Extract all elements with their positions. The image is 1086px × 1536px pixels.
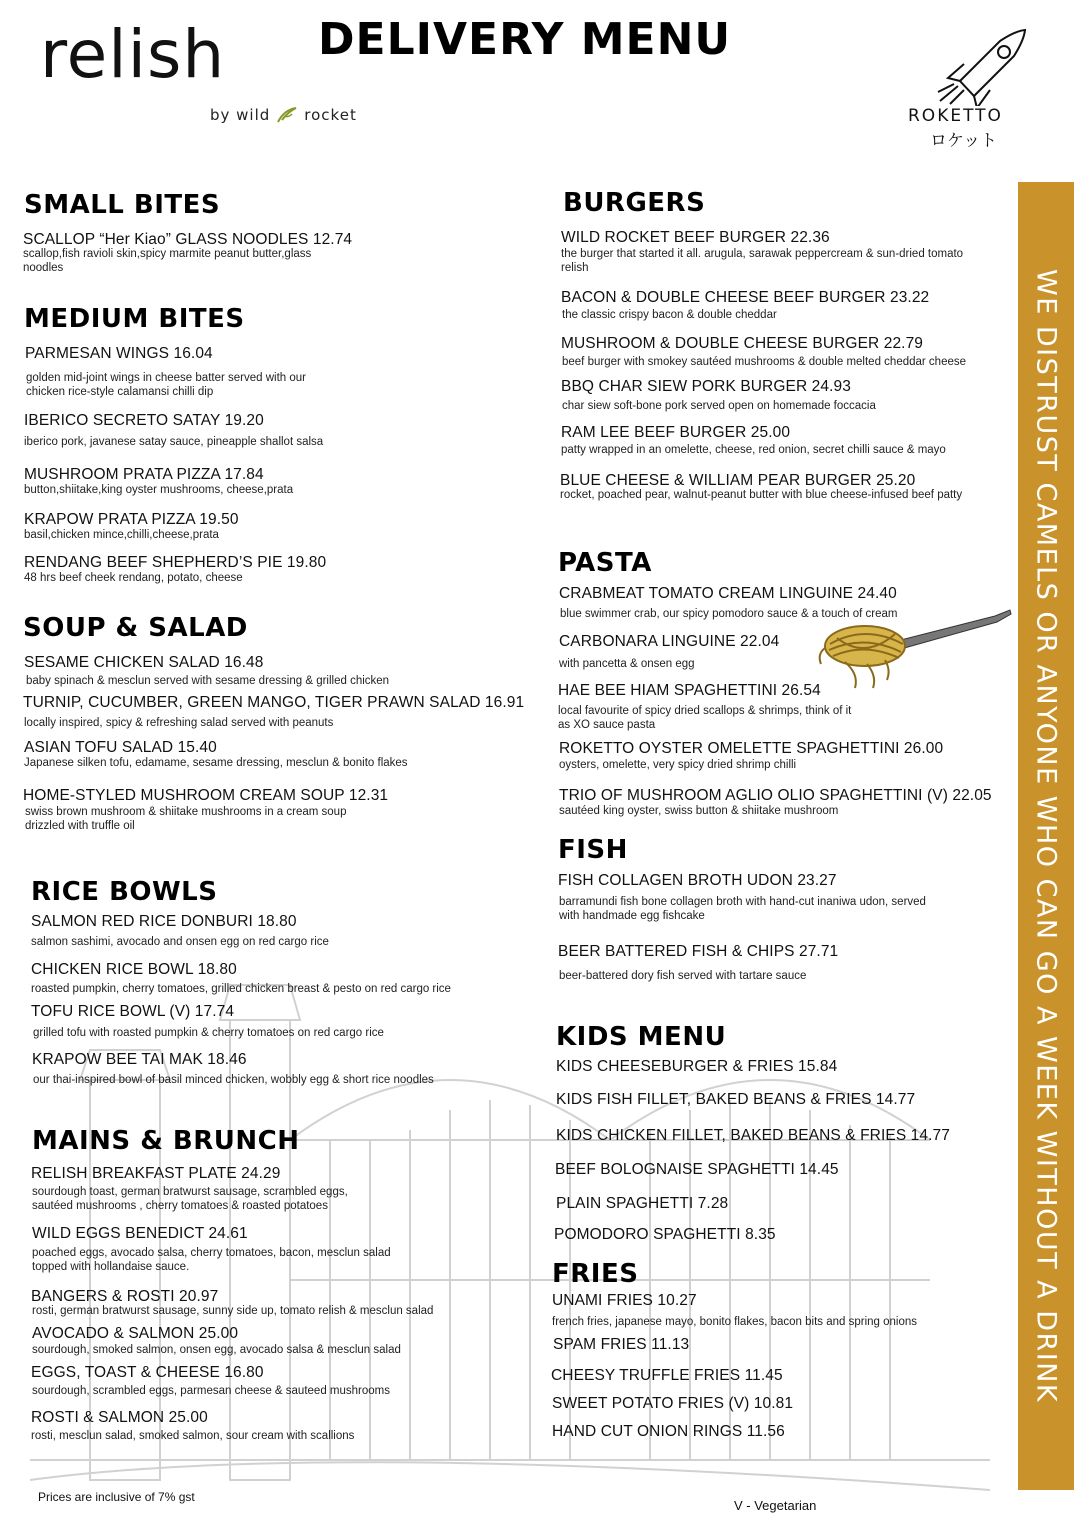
menu-item-name: SESAME CHICKEN SALAD 16.48 (24, 654, 264, 671)
menu-item-name: IBERICO SECRETO SATAY 19.20 (24, 412, 264, 429)
wild-rocket-byline (210, 106, 357, 124)
roketto-name: ROKETTO (908, 106, 1003, 126)
section-title-burgers: BURGERS (563, 188, 706, 218)
menu-item-desc: the classic crispy bacon & double cheddar (562, 309, 777, 321)
menu-item-desc: scallop,fish ravioli skin,spicy marmite peanut butter,glass noodles (23, 248, 312, 274)
menu-item-desc: sourdough, smoked salmon, onsen egg, avocado salsa & mesclun salad (32, 1344, 401, 1356)
menu-item-desc: patty wrapped in an omelette, cheese, red onion, secret chilli sauce & mayo (561, 444, 946, 456)
leaf-icon (276, 106, 298, 124)
section-title-medium-bites: MEDIUM BITES (24, 304, 245, 334)
menu-item-name: TOFU RICE BOWL (V) 17.74 (31, 1003, 235, 1020)
gst-note: Prices are inclusive of 7% gst (38, 1490, 195, 1504)
byline-rocket: rocket (304, 106, 357, 124)
menu-item-name: SALMON RED RICE DONBURI 18.80 (31, 913, 297, 930)
menu-item-name: TRIO OF MUSHROOM AGLIO OLIO SPAGHETTINI (V) 22.05 (559, 787, 992, 804)
menu-item-name: CHEESY TRUFFLE FRIES 11.45 (551, 1367, 783, 1384)
menu-item-name: BACON & DOUBLE CHEESE BEEF BURGER 23.22 (561, 289, 930, 306)
menu-item-desc: 48 hrs beef cheek rendang, potato, cheese (24, 572, 243, 584)
side-banner (1018, 182, 1074, 1490)
menu-item-name: FISH COLLAGEN BROTH UDON 23.27 (558, 872, 837, 889)
menu-item-desc: Japanese silken tofu, edamame, sesame dressing, mesclun & bonito flakes (24, 757, 408, 769)
menu-item-name: RENDANG BEEF SHEPHERD’S PIE 19.80 (24, 554, 327, 571)
rocket-icon (930, 26, 1040, 106)
menu-item-name: BLUE CHEESE & WILLIAM PEAR BURGER 25.20 (560, 472, 916, 489)
menu-item-name: BBQ CHAR SIEW PORK BURGER 24.93 (561, 378, 851, 395)
menu-item-name: MUSHROOM PRATA PIZZA 17.84 (24, 466, 264, 483)
menu-item-name: KIDS CHICKEN FILLET, BAKED BEANS & FRIES 14.77 (556, 1127, 950, 1144)
menu-item-name: HOME-STYLED MUSHROOM CREAM SOUP 12.31 (23, 787, 389, 804)
menu-item-name: CHICKEN RICE BOWL 18.80 (31, 961, 237, 978)
menu-item-desc: char siew soft-bone pork served open on homemade foccacia (562, 400, 876, 412)
menu-item-name: ROSTI & SALMON 25.00 (31, 1409, 208, 1426)
menu-item-desc: button,shiitake,king oyster mushrooms, cheese,prata (24, 484, 294, 496)
menu-item-desc: beef burger with smokey sautéed mushrooms & double melted cheddar cheese (562, 356, 967, 368)
section-title-small-bites: SMALL BITES (24, 190, 221, 220)
menu-item-name: PARMESAN WINGS 16.04 (25, 345, 213, 362)
menu-item-name: KIDS CHEESEBURGER & FRIES 15.84 (556, 1058, 838, 1075)
menu-item-name: BEER BATTERED FISH & CHIPS 27.71 (558, 943, 839, 960)
menu-item-desc: roasted pumpkin, cherry tomatoes, grilled chicken breast & pesto on red cargo rice (31, 983, 451, 995)
menu-item-name: BANGERS & ROSTI 20.97 (31, 1288, 219, 1305)
menu-item-name: SWEET POTATO FRIES (V) 10.81 (552, 1395, 794, 1412)
menu-item-desc: french fries, japanese mayo, bonito flakes, bacon bits and spring onions (552, 1316, 918, 1328)
menu-item-desc: basil,chicken mince,chilli,cheese,prata (24, 529, 219, 541)
menu-item-name: POMODORO SPAGHETTI 8.35 (554, 1226, 776, 1243)
menu-item-desc: the burger that started it all. arugula, sarawak peppercream & sun-dried tomato relish (561, 248, 964, 274)
menu-item-desc: baby spinach & mesclun served with sesame dressing & grilled chicken (26, 675, 390, 687)
side-banner-text: WE DISTRUST CAMELS OR ANYONE WHO CAN GO A WEEK WITHOUT A DRINK (1030, 268, 1062, 1404)
menu-item-desc: sourdough toast, german bratwurst sausage, scrambled eggs, sautéed mushrooms , cherry tomatoes & roasted potatoes (32, 1186, 348, 1212)
menu-item-desc: blue swimmer crab, our spicy pomodoro sauce & a touch of cream (560, 608, 898, 620)
menu-item-desc: sautéed king oyster, swiss button & shiitake mushroom (559, 805, 839, 817)
menu-item-desc: rosti, german bratwurst sausage, sunny side up, tomato relish & mesclun salad (32, 1305, 434, 1317)
menu-item-desc: poached eggs, avocado salsa, cherry tomatoes, bacon, mesclun salad topped with hollandaise sauce. (32, 1247, 391, 1273)
menu-item-desc: our thai-inspired bowl of basil minced chicken, wobbly egg & short rice noodles (33, 1074, 434, 1086)
menu-item-desc: with pancetta & onsen egg (559, 658, 695, 670)
section-title-pasta: PASTA (558, 548, 652, 578)
menu-item-name: CRABMEAT TOMATO CREAM LINGUINE 24.40 (559, 585, 897, 602)
page-title: DELIVERY MENU (318, 14, 732, 65)
menu-item-name: MUSHROOM & DOUBLE CHEESE BURGER 22.79 (561, 335, 924, 352)
menu-item-name: CARBONARA LINGUINE 22.04 (559, 633, 780, 650)
menu-item-desc: oysters, omelette, very spicy dried shrimp chilli (559, 759, 797, 771)
menu-item-desc: local favourite of spicy dried scallops & shrimps, think of it as XO sauce pasta (558, 705, 852, 731)
section-title-rice-bowls: RICE BOWLS (31, 877, 218, 907)
menu-item-desc: grilled tofu with roasted pumpkin & cherry tomatoes on red cargo rice (33, 1027, 384, 1039)
menu-item-name: RELISH BREAKFAST PLATE 24.29 (31, 1165, 281, 1182)
menu-item-desc: swiss brown mushroom & shiitake mushrooms in a cream soup drizzled with truffle oil (25, 806, 347, 832)
roketto-japanese: ロケット (930, 131, 998, 151)
menu-item-name: TURNIP, CUCUMBER, GREEN MANGO, TIGER PRAWN SALAD 16.91 (23, 694, 525, 711)
section-title-mains-brunch: MAINS & BRUNCH (32, 1126, 300, 1156)
menu-item-name: WILD ROCKET BEEF BURGER 22.36 (561, 229, 830, 246)
menu-item-desc: barramundi fish bone collagen broth with hand-cut inaniwa udon, served with handmade egg fishcake (559, 896, 926, 922)
vegetarian-note: V - Vegetarian (734, 1498, 817, 1513)
menu-item-name: ROKETTO OYSTER OMELETTE SPAGHETTINI 26.00 (559, 740, 944, 757)
section-title-fish: FISH (558, 835, 628, 865)
menu-item-desc: rocket, poached pear, walnut-peanut butter with blue cheese-infused beef patty (560, 489, 963, 501)
menu-item-name: KIDS FISH FILLET, BAKED BEANS & FRIES 14.77 (556, 1091, 916, 1108)
menu-item-desc: beer-battered dory fish served with tartare sauce (559, 970, 807, 982)
menu-item-name: SPAM FRIES 11.13 (553, 1336, 690, 1353)
menu-item-name: HAE BEE HIAM SPAGHETTINI 26.54 (558, 682, 821, 699)
menu-item-desc: locally inspired, spicy & refreshing salad served with peanuts (24, 717, 334, 729)
menu-item-desc: sourdough, scrambled eggs, parmesan cheese & sauteed mushrooms (32, 1385, 390, 1397)
menu-item-name: KRAPOW PRATA PIZZA 19.50 (24, 511, 239, 528)
menu-item-desc: iberico pork, javanese satay sauce, pineapple shallot salsa (24, 436, 324, 448)
menu-item-name: BEEF BOLOGNAISE SPAGHETTI 14.45 (555, 1161, 839, 1178)
menu-item-desc: rosti, mesclun salad, smoked salmon, sour cream with scallions (31, 1430, 355, 1442)
menu-item-name: SCALLOP “Her Kiao” GLASS NOODLES 12.74 (23, 231, 353, 248)
relish-logo: relish (40, 16, 226, 93)
byline-by-wild: by wild (210, 106, 271, 124)
section-title-kids-menu: KIDS MENU (556, 1022, 727, 1052)
menu-item-name: RAM LEE BEEF BURGER 25.00 (561, 424, 791, 441)
section-title-soup-salad: SOUP & SALAD (23, 613, 248, 643)
menu-item-name: EGGS, TOAST & CHEESE 16.80 (31, 1364, 264, 1381)
menu-item-name: AVOCADO & SALMON 25.00 (32, 1325, 239, 1342)
menu-item-desc: salmon sashimi, avocado and onsen egg on red cargo rice (31, 936, 329, 948)
menu-item-name: HAND CUT ONION RINGS 11.56 (552, 1423, 785, 1440)
section-title-fries: FRIES (552, 1259, 639, 1289)
menu-item-name: ASIAN TOFU SALAD 15.40 (24, 739, 217, 756)
menu-item-name: UNAMI FRIES 10.27 (552, 1292, 697, 1309)
menu-item-desc: golden mid-joint wings in cheese batter served with our chicken rice-style calamansi chilli dip (26, 372, 306, 398)
menu-item-name: PLAIN SPAGHETTI 7.28 (556, 1195, 729, 1212)
menu-item-name: KRAPOW BEE TAI MAK 18.46 (32, 1051, 247, 1068)
menu-item-name: WILD EGGS BENEDICT 24.61 (32, 1225, 248, 1242)
